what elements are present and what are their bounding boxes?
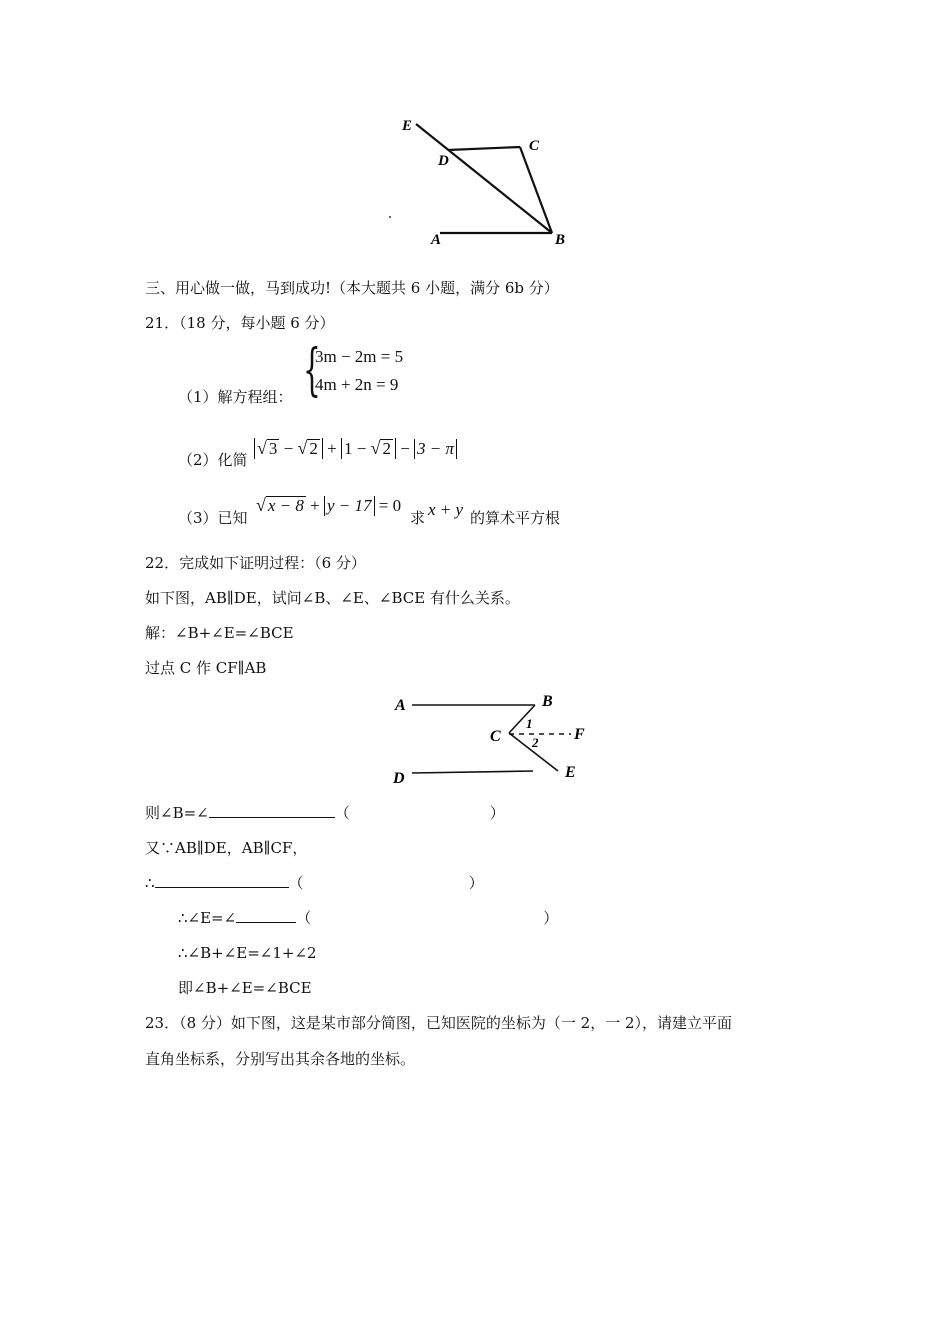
equation-2: 4m + 2n = 9 [315, 375, 399, 394]
q22-header: 22．完成如下证明过程：（6 分） [145, 554, 366, 572]
q21-part3-tail: 的算术平方根 [470, 509, 561, 527]
q22-question: 如下图，AB∥DE，试问∠B、∠E、∠BCE 有什么关系。 [145, 589, 520, 607]
line-dc [448, 147, 520, 150]
label-c: C [529, 138, 540, 154]
q21-part3-mid: 求 [410, 509, 426, 527]
q22-answer: 解：∠B+∠E=∠BCE [145, 624, 294, 642]
q22-step3: ∴ （ ） [145, 874, 484, 892]
q21-header: 21．（18 分，每小题 6 分） [145, 314, 335, 332]
label-c-2: C [490, 728, 501, 745]
system-brace: { [303, 338, 321, 403]
q21-part3-label: （3）已知 [178, 509, 248, 527]
q21-part3-expression: √ x − 8 + y − 17 = 0 [256, 495, 402, 515]
label-e-2: E [565, 764, 576, 781]
dot-mark [389, 216, 391, 218]
q23-line1: 23．（8 分）如下图，这是某市部分简图，已知医院的坐标为（一 2，一 2），请建立平面 [145, 1014, 733, 1032]
line-de-2 [412, 771, 533, 773]
label-d: D [438, 153, 449, 169]
equation-1: 3m − 2m = 5 [315, 347, 404, 366]
label-e: E [402, 118, 413, 134]
angle-1-label: 1 [526, 716, 533, 731]
label-a-2: A [395, 697, 406, 714]
q22-step1: 则∠B=∠ （ ） [145, 804, 505, 822]
q21-part3-var: x + y [428, 500, 464, 519]
q22-step6: 即∠B+∠E=∠BCE [178, 979, 312, 997]
label-b-2: B [542, 693, 553, 710]
label-a: A [431, 232, 442, 248]
q21-part2-expression: √ 3 − √ 2 + 1 − √ 2 − 3 − π [254, 438, 457, 459]
figure-triangle [380, 110, 580, 255]
q21-part1-label: （1）解方程组： [178, 388, 293, 406]
q22-step2: 又∵AB∥DE，AB∥CF， [145, 839, 308, 857]
label-b: B [555, 232, 566, 248]
q22-step-construct: 过点 C 作 CF∥AB [145, 659, 267, 677]
q22-step5: ∴∠B+∠E=∠1+∠2 [178, 944, 317, 962]
q21-part2-label: （2）化简 [178, 451, 248, 469]
section-heading: 三、用心做一做，马到成功!（本大题共 6 小题，满分 6b 分） [145, 279, 559, 297]
q23-line2: 直角坐标系，分别写出其余各地的坐标。 [145, 1050, 416, 1068]
label-f: F [574, 726, 585, 743]
figure-parallel [385, 688, 595, 788]
label-d-2: D [393, 770, 405, 787]
angle-2-label: 2 [532, 735, 539, 750]
q22-step4: ∴∠E=∠ （ ） [178, 909, 559, 927]
